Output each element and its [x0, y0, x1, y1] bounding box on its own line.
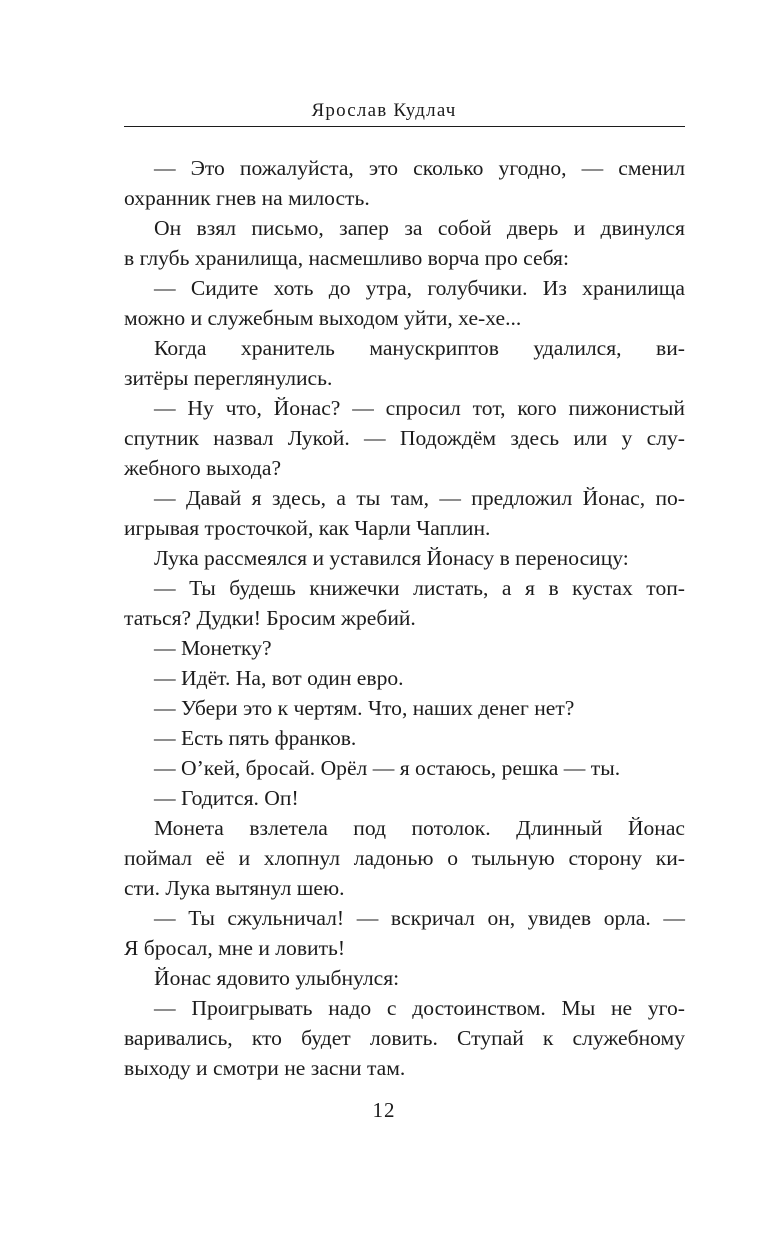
page-text: [124, 153, 685, 1083]
text-line: — Убери это к чертям. Что, наших денег нет?: [154, 696, 575, 720]
text-line: Лука рассмеялся и уставился Йонасу в переносицу:: [154, 546, 629, 570]
text-line: — Идёт. На, вот один евро.: [154, 666, 404, 690]
paragraph: [124, 903, 685, 963]
paragraph: [124, 723, 685, 753]
text-line: выходу и смотри не засни там.: [124, 1056, 406, 1080]
text-line: — Давай я здесь, а ты там, — предложил Йонас, по-: [154, 486, 685, 510]
text-line: сти. Лука вытянул шею.: [124, 876, 345, 900]
text-line: — Монетку?: [154, 636, 272, 660]
paragraph: [124, 783, 685, 813]
paragraph: [124, 483, 685, 543]
text-line: варивались, кто будет ловить. Ступай к служебному: [124, 1026, 685, 1050]
paragraph: [124, 993, 685, 1083]
text-line: жебного выхода?: [124, 456, 282, 480]
paragraph: [124, 753, 685, 783]
paragraph: [124, 963, 685, 993]
text-line: — Ну что, Йонас? — спросил тот, кого пижонистый: [154, 396, 685, 420]
text-line: таться? Дудки! Бросим жребий.: [124, 606, 416, 630]
paragraph: [124, 693, 685, 723]
paragraph: [124, 333, 685, 393]
text-line: спутник назвал Лукой. — Подождём здесь или у слу-: [124, 426, 685, 450]
paragraph: [124, 573, 685, 633]
text-line: в глубь хранилища, насмешливо ворча про себя:: [124, 246, 569, 270]
text-line: — Ты будешь книжечки листать, а я в кустах топ-: [154, 576, 685, 600]
text-line: — Годится. Оп!: [154, 786, 299, 810]
paragraph: [124, 273, 685, 333]
text-line: можно и служебным выходом уйти, хе-хе...: [124, 306, 522, 330]
text-line: — Сидите хоть до утра, голубчики. Из хранилища: [154, 276, 685, 300]
running-header: [0, 100, 768, 122]
paragraph: [124, 153, 685, 213]
text-line: Он взял письмо, запер за собой дверь и двинулся: [154, 216, 685, 240]
text-line: охранник гнев на милость.: [124, 186, 370, 210]
text-line: поймал её и хлопнул ладонью о тыльную сторону ки-: [124, 846, 685, 870]
text-line: — О’кей, бросай. Орёл — я остаюсь, решка — ты.: [154, 756, 621, 780]
text-line: — Проигрывать надо с достоинством. Мы не уго-: [154, 996, 685, 1020]
paragraph: [124, 663, 685, 693]
text-line: Я бросал, мне и ловить!: [124, 936, 346, 960]
text-line: Йонас ядовито улыбнулся:: [154, 966, 400, 990]
paragraph: [124, 633, 685, 663]
text-line: — Есть пять франков.: [154, 726, 357, 750]
paragraph: [124, 213, 685, 273]
text-line: — Это пожалуйста, это сколько угодно, — сменил: [154, 156, 685, 180]
text-line: зитёры переглянулись.: [124, 366, 333, 390]
paragraph: [124, 813, 685, 903]
text-line: — Ты сжульничал! — вскричал он, увидев орла. —: [154, 906, 685, 930]
page-number: 12: [372, 1098, 396, 1122]
text-line: Монета взлетела под потолок. Длинный Йонас: [154, 816, 685, 840]
text-line: игрывая тросточкой, как Чарли Чаплин.: [124, 516, 491, 540]
paragraph: [124, 543, 685, 573]
header-divider: [124, 126, 685, 127]
paragraph: [124, 393, 685, 483]
text-line: Когда хранитель манускриптов удалился, ви-: [154, 336, 685, 360]
author-name: Ярослав Кудлач: [311, 100, 457, 121]
